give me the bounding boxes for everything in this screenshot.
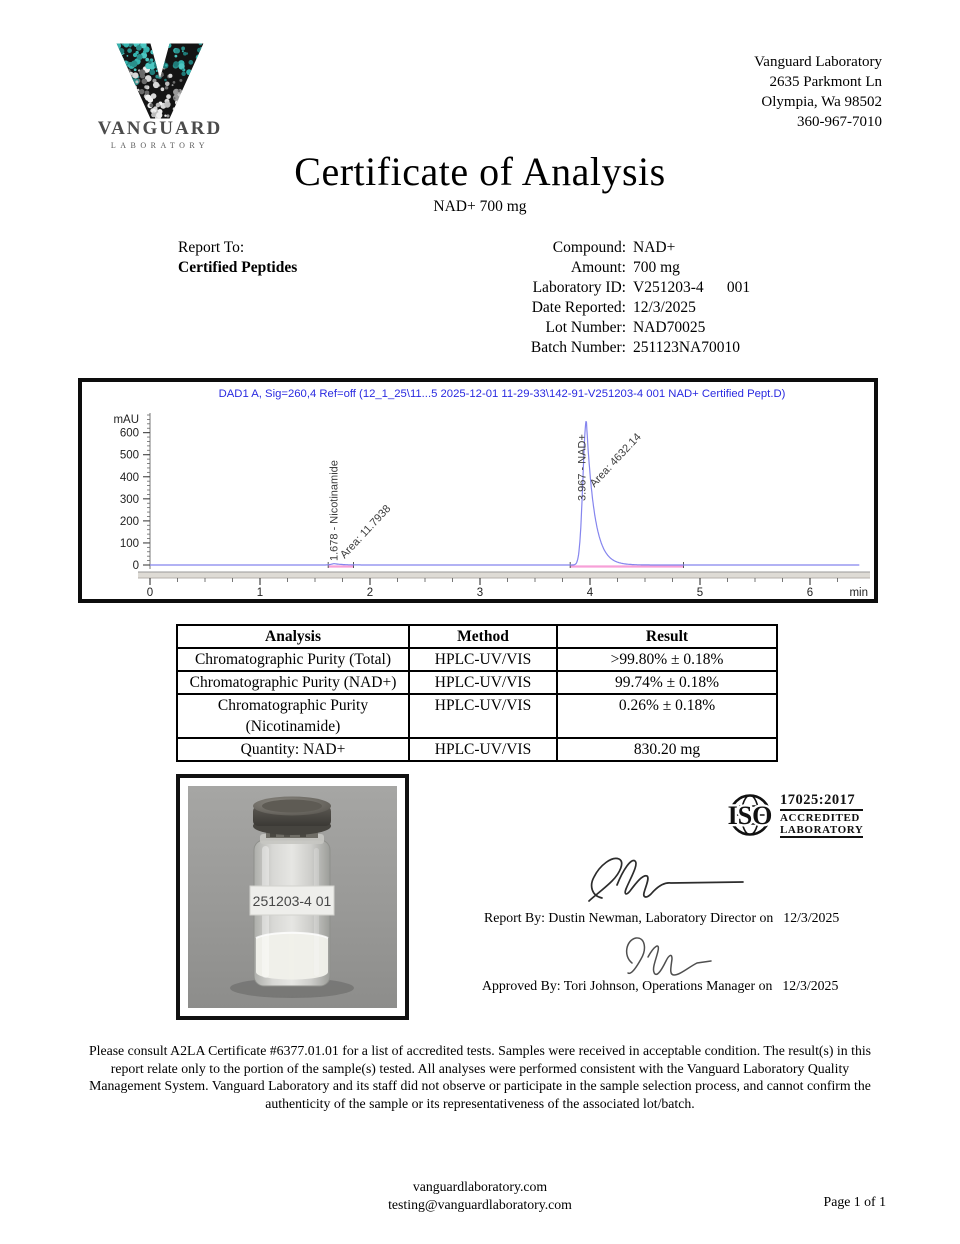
- vanguard-v-icon: [99, 42, 221, 120]
- report-to-label: Report To:: [178, 239, 245, 256]
- sample-photo-frame: [176, 774, 409, 1020]
- x-axis-band: [138, 572, 870, 578]
- lab-address: [754, 52, 882, 132]
- info-value: V251203-4 001: [633, 279, 751, 296]
- page-number: Page 1 of 1: [823, 1194, 886, 1209]
- y-tick-label: 200: [119, 515, 139, 528]
- table-row: [177, 648, 777, 671]
- info-label: Laboratory ID:: [532, 279, 626, 296]
- cell-result: 99.74% ± 0.18%: [557, 671, 777, 694]
- address-line: Olympia, Wa 98502: [761, 94, 882, 110]
- cell-result: 830.20 mg: [557, 738, 777, 761]
- cell-analysis: Chromatographic Purity (NAD+): [177, 671, 409, 694]
- approved-date: 12/3/2025: [782, 978, 839, 993]
- table-row: [177, 671, 777, 694]
- director-signature: [580, 850, 755, 908]
- y-axis-label: mAU: [113, 414, 139, 426]
- column-header: Result: [557, 625, 777, 648]
- cell-method: HPLC-UV/VIS: [409, 671, 557, 694]
- results-table: [176, 624, 778, 762]
- info-row: [408, 338, 768, 358]
- address-line: Vanguard Laboratory: [754, 54, 882, 70]
- cell-analysis: Quantity: NAD+: [177, 738, 409, 761]
- y-tick-label: 400: [119, 471, 139, 484]
- info-label: Batch Number:: [530, 339, 626, 356]
- address-line: 360-967-7010: [797, 114, 882, 130]
- client-name: Certified Peptides: [178, 259, 298, 276]
- info-label: Compound:: [552, 239, 626, 256]
- sample-vial-photo: [188, 786, 397, 1008]
- x-tick-label: 3: [476, 587, 484, 599]
- chromatogram-plot: [82, 382, 874, 599]
- y-tick-label: 300: [119, 493, 139, 506]
- column-header: Analysis: [177, 625, 409, 648]
- info-row: [408, 278, 768, 298]
- report-by-line: [484, 910, 839, 926]
- peak-label-nad: 3.967 - NAD+: [576, 434, 589, 502]
- info-label: Date Reported:: [531, 299, 626, 316]
- x-tick-label: 4: [586, 587, 594, 599]
- cell-method: HPLC-UV/VIS: [409, 694, 557, 738]
- report-to-block: [178, 238, 297, 278]
- chromatogram-panel: [78, 378, 878, 603]
- info-value: 251123NA70010: [633, 339, 741, 356]
- approved-by-text: Approved By: Tori Johnson, Operations Manager on: [482, 978, 773, 993]
- report-date: 12/3/2025: [783, 910, 840, 925]
- page-title: Certificate of Analysis: [294, 149, 666, 194]
- iso-accredited: ACCREDITED: [780, 812, 860, 824]
- x-axis-label: min: [849, 587, 868, 599]
- report-by-text: Report By: Dustin Newman, Laboratory Director on: [484, 910, 774, 925]
- signal-trace: [150, 421, 859, 565]
- info-value: 700 mg: [633, 259, 680, 276]
- vial-illustration: [188, 786, 397, 1008]
- cell-analysis: Chromatographic Purity (Total): [177, 648, 409, 671]
- info-value: 12/3/2025: [633, 299, 696, 316]
- peak-label-nicotinamide: 1.678 - Nicotinamide: [328, 460, 341, 561]
- footer-email: testing@vanguardlaboratory.com: [388, 1197, 572, 1212]
- x-tick-label: 2: [366, 587, 374, 599]
- footer-website: vanguardlaboratory.com: [412, 1179, 548, 1194]
- info-label: Lot Number:: [545, 319, 626, 336]
- table-row: [177, 738, 777, 761]
- chromatogram-title: DAD1 A, Sig=260,4 Ref=off (12_1_25\11...5 2025-12-01 11-29-33\142-91-V251203-4 001 NAD+ Certified Pept.D): [218, 388, 786, 400]
- disclaimer-text: Please consult A2LA Certificate #6377.01.01 for a list of accredited tests. Samples were received in acceptable condition. The result(s) in this report relate only to the portion of the sample(s) tested. All analyses were performed consistent with the Vanguard Laboratory Quality Management System. Vanguard Laboratory and its staff did not observe or participate in the sample selection process, and cannot confirm the authenticity of the sample or its representativeness of the associated lot/batch.: [88, 1043, 872, 1111]
- info-row: [408, 258, 768, 278]
- x-tick-label: 5: [696, 587, 704, 599]
- cell-analysis: Chromatographic Purity (Nicotinamide): [177, 694, 409, 738]
- iso-standard: 17025:2017: [780, 792, 863, 811]
- cell-method: HPLC-UV/VIS: [409, 648, 557, 671]
- info-label: Amount:: [570, 259, 626, 276]
- table-header-row: [177, 625, 777, 648]
- iso-laboratory: LABORATORY: [780, 824, 864, 836]
- info-value: NAD70025: [633, 319, 706, 336]
- iso-accreditation-badge: [726, 792, 863, 838]
- peak-area-nad: Area: 4632.14: [587, 431, 644, 490]
- page-subtitle: NAD+ 700 mg: [433, 198, 527, 215]
- cell-result: >99.80% ± 0.18%: [557, 648, 777, 671]
- info-value: NAD+: [633, 239, 676, 256]
- approved-by-line: [482, 978, 838, 994]
- column-header: Method: [409, 625, 557, 648]
- y-tick-label: 500: [119, 449, 139, 462]
- x-tick-label: 6: [806, 587, 814, 599]
- vanguard-logo: [90, 42, 230, 150]
- logo-wordmark-sub: LABORATORY: [110, 141, 210, 150]
- address-line: 2635 Parkmont Ln: [769, 74, 882, 90]
- peak-area-nicotinamide: Area: 11.7938: [337, 502, 394, 562]
- vial-label-text: 251203-4 01: [252, 893, 332, 909]
- y-tick-label: 0: [132, 560, 139, 572]
- footer-contact: [0, 1178, 960, 1214]
- y-tick-label: 600: [119, 427, 139, 440]
- x-tick-label: 0: [146, 587, 154, 599]
- table-row: [177, 694, 777, 738]
- info-row: [408, 238, 768, 258]
- info-row: [408, 318, 768, 338]
- svg-text:ISO: ISO: [727, 801, 773, 830]
- cell-result: 0.26% ± 0.18%: [557, 694, 777, 738]
- iso-accreditation-text: [780, 792, 863, 838]
- iso-globe-icon: [726, 792, 776, 838]
- logo-wordmark: VANGUARD: [97, 118, 223, 139]
- manager-signature: [612, 929, 727, 979]
- info-row: [408, 298, 768, 318]
- y-tick-label: 100: [119, 537, 139, 550]
- cell-method: HPLC-UV/VIS: [409, 738, 557, 761]
- x-tick-label: 1: [256, 587, 264, 599]
- sample-info: [408, 238, 768, 358]
